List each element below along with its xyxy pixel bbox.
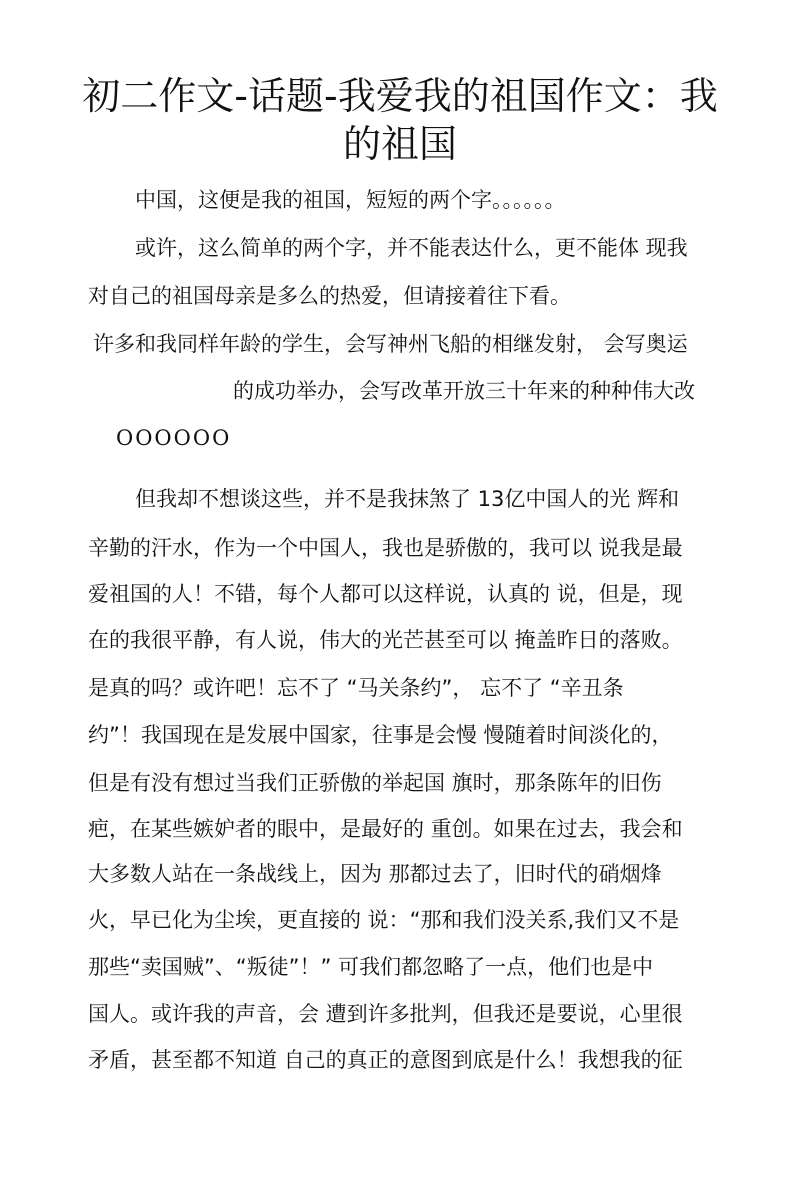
body-line: 在的我很平静，有人说，伟大的光芒甚至可以 掩盖昨日的落败。 [88,628,683,652]
document-title-line-2: 的祖国 [342,122,457,166]
body-line: OOOOOO [116,426,232,450]
body-line: 但是有没有想过当我们正骄傲的举起国 旗时，那条陈年的旧伤 [88,771,662,795]
body-line: 的成功举办，会写改革开放三十年来的种种伟大改 [233,379,695,403]
document-title-line-1: 初二作文-话题-我爱我的祖国作文：我 [82,74,718,118]
body-line: 国人。或许我的声音，会 遭到许多批判，但我还是要说，心里很 [88,1002,683,1026]
body-line: 但我却不想谈这些，并不是我抹煞了 13亿中国人的光 辉和 [135,487,680,511]
body-line: 或许，这么简单的两个字，并不能表达什么，更不能体 现我 [135,236,688,260]
body-line: 疤，在某些嫉妒者的眼中，是最好的 重创。如果在过去，我会和 [88,817,683,841]
body-line: 是真的吗？或许吧！忘不了 “马关条约”， 忘不了 “辛丑条 [88,676,624,700]
body-line: 大多数人站在一条战线上，因为 那都过去了，旧时代的硝烟烽 [88,862,662,886]
body-line: 对自己的祖国母亲是多么的热爱，但请接着往下看。 [88,284,571,308]
body-line: 辛勤的汗水，作为一个中国人，我也是骄傲的，我可以 说我是最 [88,536,683,560]
body-line: 矛盾，甚至都不知道 自己的真正的意图到底是什么！我想我的征 [88,1048,683,1072]
body-line: 火，早已化为尘埃，更直接的 说：“那和我们没关系,我们又不是 [88,908,680,932]
body-line: 中国，这便是我的祖国，短短的两个字。。。。。。 [135,188,566,212]
body-line: 约”！我国现在是发展中国家，往事是会慢 慢随着时间淡化的， [88,723,673,747]
body-line: 那些“卖国贼”、“叛徒”！” 可我们都忽略了一点，他们也是中 [88,955,654,979]
body-line: 许多和我同样年龄的学生，会写神州飞船的相继发射， 会写奥运 [93,332,688,356]
body-line: 爱祖国的人！不错，每个人都可以这样说，认真的 说，但是，现 [88,582,683,606]
